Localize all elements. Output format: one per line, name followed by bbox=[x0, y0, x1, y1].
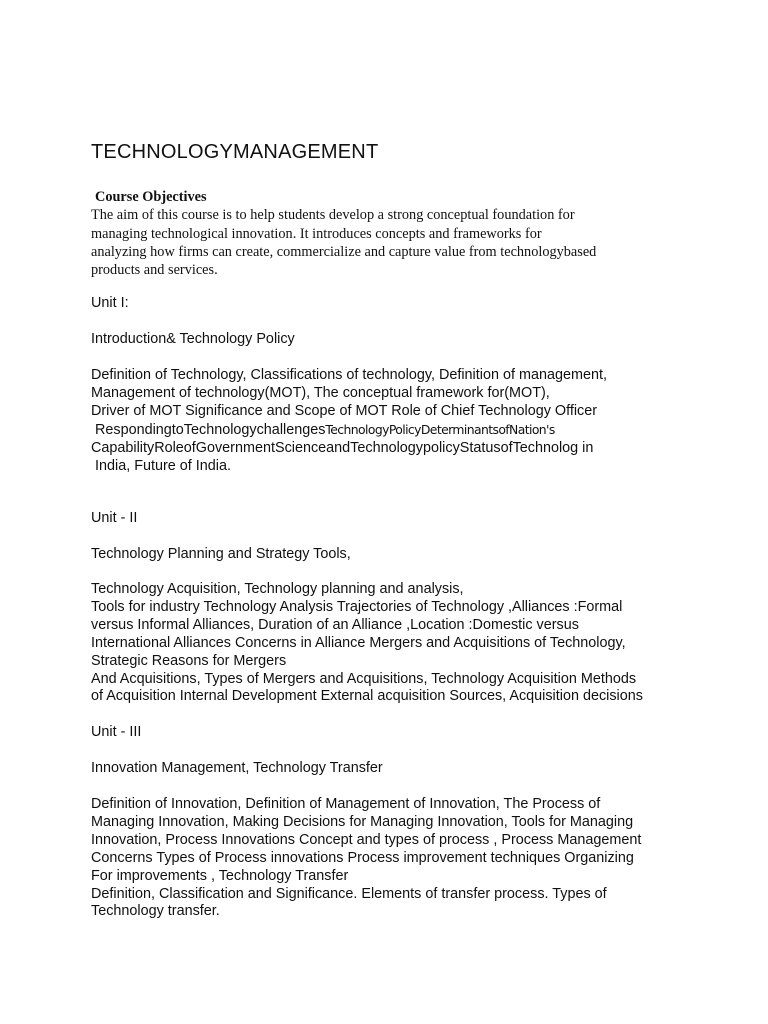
unit1-line4-part2: TechnologyPolicyDeterminantsofNation's bbox=[325, 421, 555, 437]
unit2-body bbox=[91, 581, 643, 706]
objectives-line: The aim of this course is to help students develop a strong conceptual foundation for bbox=[91, 207, 575, 224]
unit3-label: Unit - III bbox=[91, 724, 142, 740]
unit1-line: Driver of MOT Significance and Scope of MOT Role of Chief Technology Officer bbox=[91, 402, 598, 419]
unit3-line: Definition, Classification and Significance. Elements of transfer process. Types of bbox=[91, 885, 607, 902]
unit1-line bbox=[91, 421, 607, 440]
unit3-line: Technology transfer. bbox=[91, 903, 220, 920]
objectives-line: products and services. bbox=[91, 262, 218, 279]
unit2-line: And Acquisitions, Types of Mergers and Acquisitions, Technology Acquisition Methods bbox=[91, 670, 637, 687]
document-title: TECHNOLOGYMANAGEMENT bbox=[91, 141, 379, 163]
unit3-body bbox=[91, 796, 641, 921]
unit2-line: International Alliances Concerns in Alliance Mergers and Acquisitions of Technology, bbox=[91, 634, 626, 651]
course-objectives-section bbox=[91, 188, 596, 279]
unit1-label: Unit I: bbox=[91, 295, 129, 311]
unit3-line: Concerns Types of Process innovations Process improvement techniques Organizing bbox=[91, 849, 634, 866]
unit2-label: Unit - II bbox=[91, 510, 138, 526]
course-objectives-heading: Course Objectives bbox=[95, 189, 207, 205]
objectives-line: managing technological innovation. It introduces concepts and frameworks for bbox=[91, 225, 542, 242]
unit3-topic: Innovation Management, Technology Transfer bbox=[91, 760, 383, 776]
objectives-line: analyzing how firms can create, commercialize and capture value from technologybased bbox=[91, 243, 597, 260]
unit2-line: Tools for industry Technology Analysis Trajectories of Technology ,Alliances :Formal bbox=[91, 598, 623, 615]
unit1-line: CapabilityRoleofGovernmentScienceandTechnologypolicyStatusofTechnolog in bbox=[91, 439, 594, 456]
unit3-line: Definition of Innovation, Definition of Management of Innovation, The Process of bbox=[91, 796, 601, 812]
unit1-line4-part1: RespondingtoTechnologychallenges bbox=[95, 421, 326, 438]
unit3-line: For improvements , Technology Transfer bbox=[91, 867, 349, 884]
unit2-line: Strategic Reasons for Mergers bbox=[91, 652, 287, 669]
unit1-line: India, Future of India. bbox=[95, 457, 231, 474]
unit2-line: Technology Acquisition, Technology planning and analysis, bbox=[91, 581, 464, 597]
unit3-line: Managing Innovation, Making Decisions for Managing Innovation, Tools for Managing bbox=[91, 813, 634, 830]
unit1-line: Management of technology(MOT), The conceptual framework for(MOT), bbox=[91, 384, 550, 401]
unit2-topic: Technology Planning and Strategy Tools, bbox=[91, 546, 351, 562]
unit1-line: Definition of Technology, Classifications of technology, Definition of management, bbox=[91, 367, 607, 383]
unit1-body bbox=[91, 367, 607, 475]
unit2-line: of Acquisition Internal Development External acquisition Sources, Acquisition decisions bbox=[91, 688, 643, 705]
unit1-topic: Introduction& Technology Policy bbox=[91, 331, 295, 347]
unit3-line: Innovation, Process Innovations Concept and types of process , Process Management bbox=[91, 831, 642, 848]
unit2-line: versus Informal Alliances, Duration of an Alliance ,Location :Domestic versus bbox=[91, 616, 579, 633]
